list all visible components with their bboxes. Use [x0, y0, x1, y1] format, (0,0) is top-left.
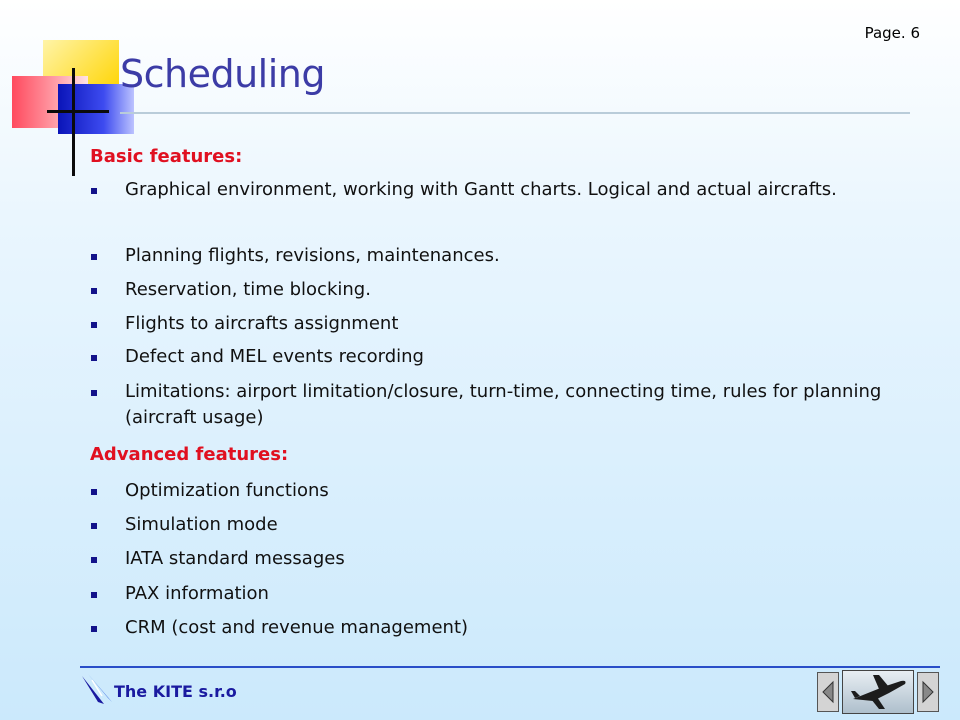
list-item-text: Graphical environment, working with Gantt charts. Logical and actual aircrafts. — [125, 179, 837, 200]
page-title: Scheduling — [120, 52, 326, 96]
triangle-right-icon — [921, 680, 935, 704]
list-item — [90, 379, 920, 431]
list-item — [90, 581, 920, 607]
decor-horizontal-line — [47, 110, 109, 113]
list-item-text: Flights to aircrafts assignment — [125, 313, 399, 334]
list-item — [90, 344, 920, 370]
previous-slide-button[interactable] — [817, 672, 839, 712]
footer-divider — [80, 666, 940, 668]
bullet-square-icon — [91, 322, 97, 328]
list-item — [90, 243, 920, 269]
airplane-icon — [843, 671, 913, 713]
list-item-text: Limitations: airport limitation/closure, turn-time, connecting time, rules for planning (aircraft usage) — [125, 381, 882, 428]
list-item — [90, 512, 920, 538]
list-item-text: Planning flights, revisions, maintenances. — [125, 245, 500, 266]
footer-company-name: The KITE s.r.o — [114, 682, 237, 701]
page-number: Page. 6 — [864, 24, 920, 42]
list-item-text: Defect and MEL events recording — [125, 346, 424, 367]
list-item-text: Optimization functions — [125, 480, 329, 501]
title-underline — [120, 112, 910, 114]
bullet-square-icon — [91, 523, 97, 529]
list-item-text: Simulation mode — [125, 514, 278, 535]
list-item — [90, 277, 920, 303]
list-item-text: PAX information — [125, 583, 269, 604]
bullet-square-icon — [91, 557, 97, 563]
airplane-image-button[interactable] — [842, 670, 914, 714]
bullet-square-icon — [91, 390, 97, 396]
advanced-features-heading: Advanced features: — [90, 444, 289, 465]
list-item — [90, 615, 920, 641]
list-item — [90, 311, 920, 337]
list-item — [90, 177, 920, 203]
bullet-square-icon — [91, 489, 97, 495]
list-item-text: CRM (cost and revenue management) — [125, 617, 469, 638]
basic-features-heading: Basic features: — [90, 146, 243, 167]
bullet-square-icon — [91, 355, 97, 361]
list-item-text: IATA standard messages — [125, 548, 345, 569]
list-item — [90, 546, 920, 572]
kite-logo-icon — [78, 672, 116, 708]
triangle-left-icon — [821, 680, 835, 704]
bullet-square-icon — [91, 626, 97, 632]
bullet-square-icon — [91, 188, 97, 194]
list-item-text: Reservation, time blocking. — [125, 279, 371, 300]
bullet-square-icon — [91, 254, 97, 260]
list-item — [90, 478, 920, 504]
decor-vertical-line — [72, 68, 75, 176]
bullet-square-icon — [91, 592, 97, 598]
bullet-square-icon — [91, 288, 97, 294]
next-slide-button[interactable] — [917, 672, 939, 712]
